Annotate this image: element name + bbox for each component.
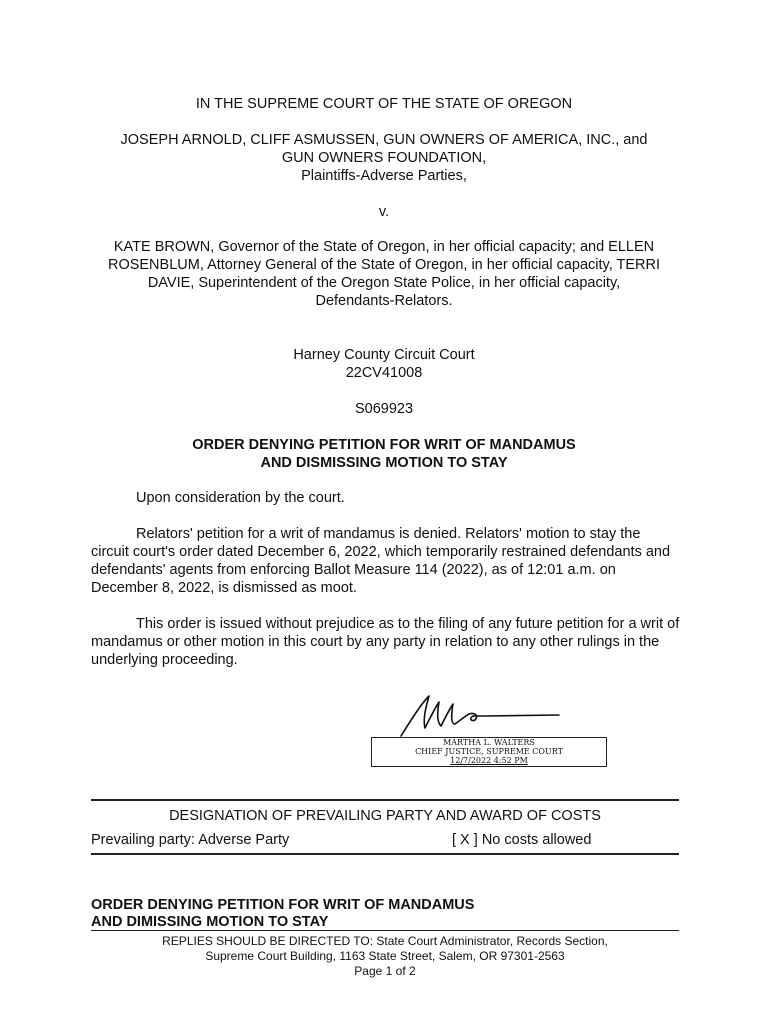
prevailing-party: Prevailing party: Adverse Party [91,832,290,848]
court-name: IN THE SUPREME COURT OF THE STATE OF OREGON [195,96,573,112]
signer-name: MARTHA L. WALTERS [443,738,535,747]
plaintiffs-block [60,131,708,185]
defendants-line: DAVIE, Superintendent of the Oregon State Police, in her official capacity, [147,275,621,291]
footer-replies-line: REPLIES SHOULD BE DIRECTED TO: State Court Administrator, Records Section, [162,934,608,948]
footer-title-line: ORDER DENYING PETITION FOR WRIT OF MANDAMUS [91,897,475,913]
footer-replies [91,934,679,979]
plaintiffs-role: Plaintiffs-Adverse Parties, [301,168,467,184]
handwritten-signature [399,690,569,738]
footer-divider [91,930,679,931]
lower-court-case-number: 22CV41008 [345,365,423,381]
signature-date: 12/7/2022 4:52 PM [450,756,528,765]
defendants-block [60,238,708,310]
defendants-line: KATE BROWN, Governor of the State of Oregon, in her official capacity; and ELLEN [113,239,655,255]
order-paragraph-ruling: Relators' petition for a writ of mandamus is denied. Relators' motion to stay the circuit court's order dated December 6, 2022, which temporarily restrained defendants and defendants' agents from enforcing Ballot Measure 114 (2022), as of 12:01 a.m. on December 8, 2022, is dismissed as moot. [91,526,671,596]
versus: v. [378,204,390,220]
signer-title: CHIEF JUSTICE, SUPREME COURT [415,747,563,756]
footer-title-line: AND DIMISSING MOTION TO STAY [91,914,329,930]
defendants-role: Defendants-Relators. [315,293,453,309]
order-paragraph-consideration: Upon consideration by the court. [136,490,345,506]
order-title-line: AND DISMISSING MOTION TO STAY [260,455,508,471]
order-title-line: ORDER DENYING PETITION FOR WRIT OF MANDAMUS [192,437,576,453]
lower-court-block [60,346,708,382]
divider [91,799,679,801]
plaintiffs-line: GUN OWNERS FOUNDATION, [281,150,487,166]
order-title [60,436,708,472]
order-paragraph-prejudice: This order is issued without prejudice as to the filing of any future petition for a writ of mandamus or other motion in this court by any party in relation to any other rulings in the underlying proceeding. [91,616,680,668]
defendants-line: ROSENBLUM, Attorney General of the State of Oregon, in her official capacity, TERRI [107,257,661,273]
signature-block [371,690,607,768]
costs-heading: DESIGNATION OF PREVAILING PARTY AND AWARD OF COSTS [169,808,601,824]
footer-order-title [91,897,474,931]
lower-court-name: Harney County Circuit Court [293,347,475,363]
page-number: Page 1 of 2 [354,964,416,978]
footer-replies-line: Supreme Court Building, 1163 State Street, Salem, OR 97301-2563 [205,949,565,963]
signature-stamp [371,737,607,767]
plaintiffs-line: JOSEPH ARNOLD, CLIFF ASMUSSEN, GUN OWNERS OF AMERICA, INC., and [120,132,648,148]
costs-allowed: [ X ] No costs allowed [452,832,592,848]
supreme-court-case-number: S069923 [354,401,414,417]
divider [91,853,679,855]
